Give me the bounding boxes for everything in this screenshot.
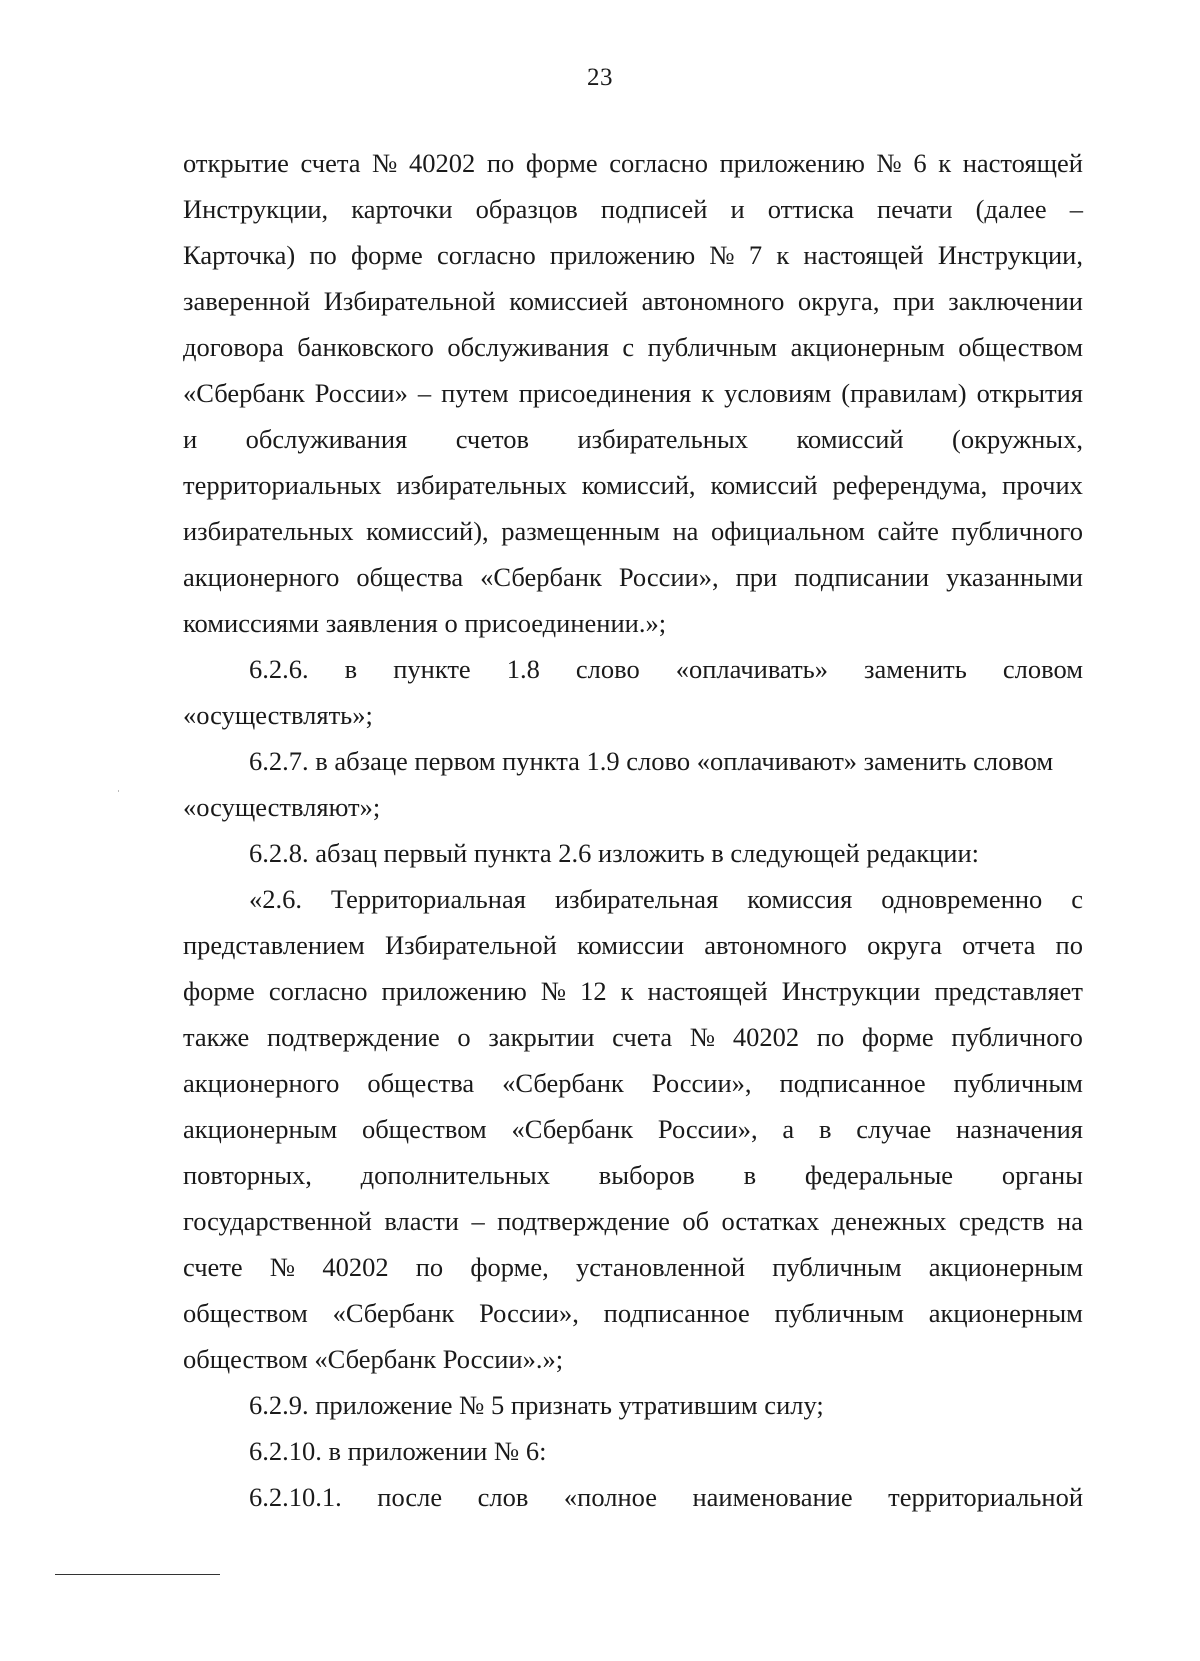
word: Избирательной — [323, 286, 496, 316]
word: сайте — [877, 516, 939, 546]
word: а — [782, 1114, 795, 1144]
word: подтверждение — [497, 1206, 670, 1236]
word: избирательных — [396, 470, 567, 500]
text-line — [183, 876, 1083, 922]
word: России», — [657, 1114, 758, 1144]
word: словом — [1002, 654, 1083, 684]
word: приложению — [719, 148, 865, 178]
word: 40202 — [732, 1022, 800, 1052]
word: 6.2.6. — [249, 654, 309, 684]
word: акционерного — [183, 1068, 340, 1098]
word: в — [818, 1114, 832, 1144]
word: дополнительных — [360, 1160, 550, 1190]
word: «Сбербанк — [332, 1298, 455, 1328]
text-line — [183, 186, 1083, 232]
text-line — [183, 600, 1083, 646]
word: Инструкции, — [183, 194, 329, 224]
word: федеральные — [804, 1160, 954, 1190]
word: присоединения — [518, 378, 692, 408]
word: акционерным — [790, 332, 945, 362]
word: представлением — [183, 930, 365, 960]
word: общества — [356, 562, 464, 592]
word: «полное — [563, 1482, 657, 1512]
word: 1.8 — [506, 654, 540, 684]
word: обществом — [361, 1114, 487, 1144]
scan-artifact — [118, 790, 119, 792]
word: настоящей — [647, 976, 768, 1006]
word: акционерным — [928, 1252, 1083, 1282]
text-line — [183, 784, 1083, 830]
word: акционерным — [928, 1298, 1083, 1328]
word: обществом «Сбербанк России».»; — [183, 1344, 564, 1374]
word: избирательная — [554, 884, 719, 914]
word: форме — [525, 148, 598, 178]
word: 6.2.10.1. — [249, 1482, 342, 1512]
word: к — [776, 240, 790, 270]
word: и — [183, 424, 198, 454]
word: прочих — [1002, 470, 1083, 500]
word: представляет — [934, 976, 1083, 1006]
word: условиям — [724, 378, 832, 408]
text-line — [183, 646, 1083, 692]
word: пункте — [393, 654, 471, 684]
word: (правилам) — [841, 378, 967, 408]
word: счета — [612, 1022, 673, 1052]
word: обществом — [183, 1298, 308, 1328]
word: согласно — [609, 148, 709, 178]
word: счете — [183, 1252, 243, 1282]
word: 6.2.10. в приложении № 6: — [249, 1436, 547, 1466]
word: «Сбербанк — [480, 562, 602, 592]
word: – — [1069, 194, 1083, 224]
word: округа — [867, 930, 942, 960]
word: согласно — [437, 240, 536, 270]
word: России», — [651, 1068, 752, 1098]
word: обществом — [958, 332, 1083, 362]
word: форме — [183, 976, 255, 1006]
word: открытия — [976, 378, 1083, 408]
word: приложению — [381, 976, 527, 1006]
page-number: 23 — [587, 64, 613, 91]
word: комиссий, — [581, 470, 696, 500]
word: 6 — [913, 148, 927, 178]
word: и — [730, 194, 745, 224]
word: одновременно — [881, 884, 1043, 914]
word: 40202 — [322, 1252, 389, 1282]
word: комиссий — [796, 424, 904, 454]
word: заменить — [864, 654, 967, 684]
word: обслуживания — [245, 424, 408, 454]
word: также — [183, 1022, 250, 1052]
word: наименование — [692, 1482, 853, 1512]
word: подписанное — [603, 1298, 750, 1328]
word: по — [309, 240, 337, 270]
word: указанными — [946, 562, 1083, 592]
word: «2.6. — [249, 884, 302, 914]
word: заверенной — [183, 286, 311, 316]
word: размещенным — [501, 516, 660, 546]
text-line — [183, 416, 1083, 462]
word: к — [701, 378, 715, 408]
word: после — [377, 1482, 443, 1512]
word: № — [689, 1022, 716, 1052]
word: банковского — [297, 332, 434, 362]
word: договора — [183, 332, 284, 362]
word: общества — [367, 1068, 475, 1098]
word: случае — [856, 1114, 932, 1144]
word: комиссий — [710, 470, 818, 500]
word: публичным — [647, 332, 778, 362]
word: установленной — [575, 1252, 746, 1282]
word: оттиска — [767, 194, 854, 224]
word: публичным — [774, 1298, 904, 1328]
text-line — [183, 1382, 1083, 1428]
word: настоящей — [803, 240, 924, 270]
word: «осуществляют»; — [183, 792, 381, 822]
word: денежных — [831, 1206, 947, 1236]
word: «оплачивать» — [675, 654, 829, 684]
word: в — [344, 654, 358, 684]
word: об — [682, 1206, 710, 1236]
word: избирательных — [183, 516, 354, 546]
word: территориальных — [183, 470, 382, 500]
word: по — [486, 148, 515, 178]
text-line — [183, 278, 1083, 324]
word: автономного — [641, 286, 785, 316]
word: – — [471, 1206, 485, 1236]
word: средств — [958, 1206, 1045, 1236]
word: территориальной — [888, 1482, 1083, 1512]
word: слов — [477, 1482, 529, 1512]
text-line — [183, 232, 1083, 278]
footnote-separator — [55, 1574, 220, 1575]
text-line — [183, 1474, 1083, 1520]
text-line — [183, 1428, 1083, 1474]
text-line — [183, 462, 1083, 508]
word: карточки — [351, 194, 453, 224]
word: 7 — [748, 240, 763, 270]
word: акционерного — [183, 562, 340, 592]
text-line — [183, 1198, 1083, 1244]
text-line — [183, 830, 1083, 876]
word: подписей — [600, 194, 708, 224]
text-line — [183, 1244, 1083, 1290]
word: приложению — [549, 240, 696, 270]
word: России», — [618, 562, 719, 592]
word: публичным — [772, 1252, 902, 1282]
word: печати — [877, 194, 953, 224]
word: при — [893, 286, 935, 316]
word: назначения — [956, 1114, 1083, 1144]
word: на — [1057, 1206, 1083, 1236]
word: автономного — [704, 930, 847, 960]
word: отчета — [962, 930, 1036, 960]
word: комиссия — [747, 884, 853, 914]
text-line — [183, 370, 1083, 416]
word: комиссий), — [366, 516, 489, 546]
word: официальном — [710, 516, 865, 546]
word: № — [876, 148, 902, 178]
word: государственной — [183, 1206, 372, 1236]
text-line — [183, 1152, 1083, 1198]
word: к — [938, 148, 952, 178]
word: избирательных — [577, 424, 748, 454]
word: повторных, — [183, 1160, 312, 1190]
word: 12 — [580, 976, 607, 1006]
word: заключении — [948, 286, 1083, 316]
word: референдума, — [832, 470, 988, 500]
word: о — [457, 1022, 471, 1052]
word: счетов — [455, 424, 530, 454]
word: «Сбербанк — [183, 378, 305, 408]
word: к — [620, 976, 634, 1006]
word: комиссией — [509, 286, 629, 316]
word: № — [372, 148, 398, 178]
text-line — [183, 140, 1083, 186]
word: Избирательной — [384, 930, 557, 960]
word: по — [1055, 930, 1083, 960]
word: форме — [351, 240, 423, 270]
word: № — [540, 976, 567, 1006]
word: – — [417, 378, 432, 408]
text-line — [183, 1106, 1083, 1152]
word: подписанное — [779, 1068, 926, 1098]
word: акционерным — [183, 1114, 338, 1144]
text-line — [183, 554, 1083, 600]
word: обслуживания — [447, 332, 609, 362]
word: комиссии — [576, 930, 685, 960]
word: «осуществлять»; — [183, 700, 373, 730]
word: по — [816, 1022, 845, 1052]
word: остатках — [721, 1206, 820, 1236]
word: открытие — [183, 148, 289, 178]
text-line — [183, 738, 1083, 784]
word: счета — [300, 148, 361, 178]
text-line — [183, 1014, 1083, 1060]
word: (далее — [975, 194, 1047, 224]
word: 6.2.7. в абзаце первом пункта 1.9 слово «оплачивают» заменить словом — [249, 746, 1054, 776]
word: путем — [441, 378, 509, 408]
word: публичного — [951, 1022, 1083, 1052]
word: на — [672, 516, 699, 546]
text-line — [183, 508, 1083, 554]
word: подтверждение — [266, 1022, 440, 1052]
word: форме — [861, 1022, 934, 1052]
word: выборов — [598, 1160, 695, 1190]
word: (окружных, — [952, 424, 1083, 454]
word: комиссиями заявления о присоединении.»; — [183, 608, 667, 638]
word: с — [1071, 884, 1083, 914]
word: с — [622, 332, 635, 362]
word: 6.2.8. абзац первый пункта 2.6 изложить в следующей редакции: — [249, 838, 980, 868]
word: 6.2.9. приложение № 5 признать утратившим силу; — [249, 1390, 824, 1420]
text-line — [183, 1060, 1083, 1106]
text-line — [183, 324, 1083, 370]
word: округа, — [797, 286, 880, 316]
word: № — [709, 240, 735, 270]
text-line — [183, 922, 1083, 968]
word: в — [743, 1160, 757, 1190]
word: форме, — [470, 1252, 549, 1282]
word: «Сбербанк — [502, 1068, 624, 1098]
word: закрытии — [488, 1022, 595, 1052]
word: Карточка) — [183, 240, 296, 270]
text-line — [183, 968, 1083, 1014]
word: «Сбербанк — [511, 1114, 634, 1144]
text-line — [183, 692, 1083, 738]
word: Инструкции, — [937, 240, 1083, 270]
word: 40202 — [409, 148, 476, 178]
word: органы — [1001, 1160, 1083, 1190]
word: образцов — [475, 194, 578, 224]
word: Инструкции — [781, 976, 921, 1006]
word: Территориальная — [330, 884, 526, 914]
document-body — [183, 140, 1083, 1520]
word: при — [735, 562, 778, 592]
word: № — [269, 1252, 296, 1282]
word: настоящей — [962, 148, 1083, 178]
word: России», — [479, 1298, 579, 1328]
word: публичным — [953, 1068, 1083, 1098]
word: России» — [314, 378, 408, 408]
word: по — [415, 1252, 444, 1282]
word: согласно — [268, 976, 368, 1006]
word: власти — [384, 1206, 459, 1236]
word: слово — [575, 654, 640, 684]
word: публичного — [951, 516, 1083, 546]
text-line — [183, 1290, 1083, 1336]
word: подписании — [794, 562, 930, 592]
text-line — [183, 1336, 1083, 1382]
